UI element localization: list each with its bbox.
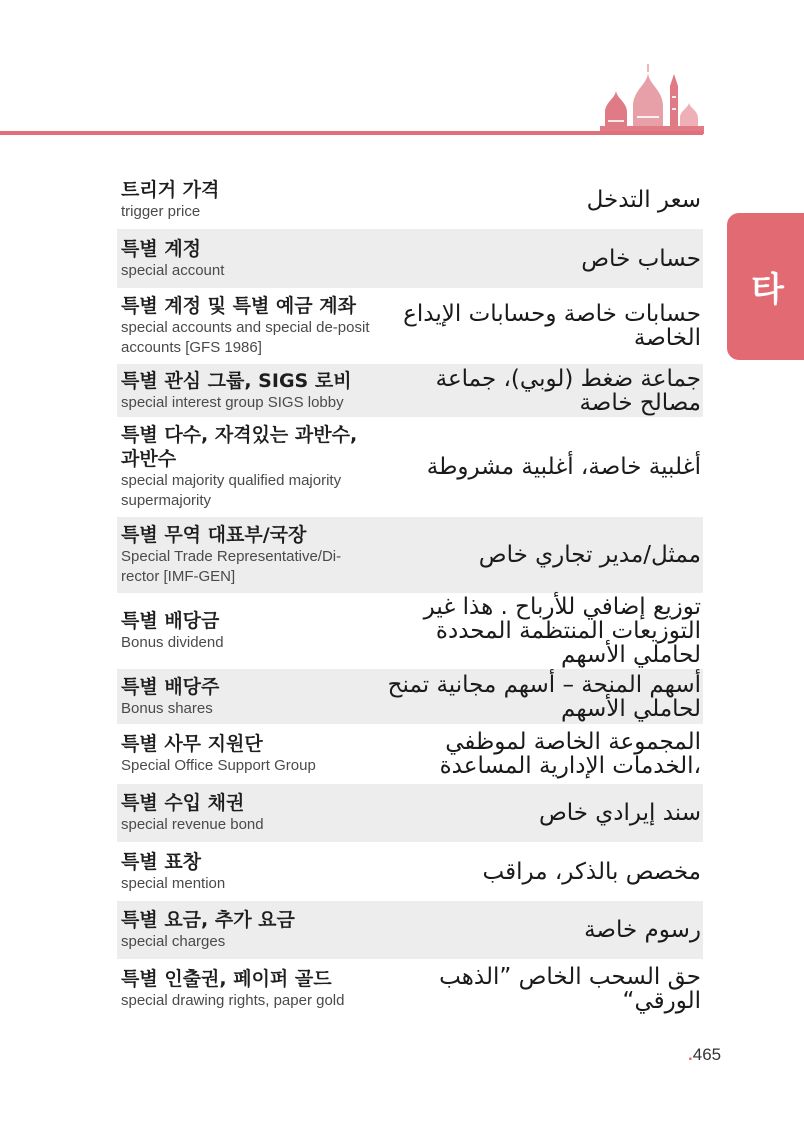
- arabic-term: أسهم المنحة – أسهم مجانية تمنح لحاملي الأسهم: [387, 671, 701, 722]
- glossary-entry: [117, 517, 703, 593]
- glossary-entry: [117, 288, 703, 364]
- english-term: special accounts and special de-posit accounts [GFS 1986]: [121, 319, 370, 356]
- glossary-entry: [117, 959, 703, 1019]
- arabic-term: حساب خاص: [581, 245, 701, 272]
- korean-term: 특별 요금, 추가 요금: [121, 909, 295, 931]
- glossary-entry: [117, 229, 703, 288]
- korean-term: 특별 배당금: [121, 610, 220, 632]
- korean-term: 특별 표창: [121, 850, 202, 873]
- english-term: special account: [121, 261, 225, 279]
- arabic-term: توزيع إضافي للأرباح . هذا غير التوزيعات المنتظمة المحددة لحاملي الأسهم: [423, 594, 701, 668]
- glossary-entry: [117, 364, 703, 417]
- arabic-term: سعر التدخل: [586, 186, 701, 213]
- glossary-entry: [117, 901, 703, 959]
- glossary-entry: [117, 669, 703, 724]
- arabic-term: مخصص بالذكر، مراقب: [482, 858, 701, 885]
- english-term: Special Office Support Group: [121, 757, 316, 774]
- english-term: special majority qualified majority supermajority: [121, 472, 342, 509]
- korean-term: 특별 인출권, 페이퍼 골드: [121, 968, 332, 990]
- arabic-term: حسابات خاصة وحسابات الإيداع الخاصة: [403, 301, 701, 351]
- glossary-entry: [117, 724, 703, 784]
- glossary-entry: [117, 593, 703, 669]
- arabic-term: سند إيرادي خاص: [538, 800, 701, 826]
- arabic-term: جماعة ضغط (لوبي)، جماعة مصالح خاصة: [435, 365, 701, 416]
- page-number-value: 465: [692, 1045, 722, 1064]
- glossary-list: [117, 170, 703, 1019]
- korean-term: 특별 다수, 자격있는 과반수, 과반수: [121, 424, 358, 470]
- korean-term: 특별 사무 지원단: [121, 733, 263, 755]
- english-term: Bonus shares: [121, 699, 213, 717]
- english-term: special charges: [121, 933, 226, 950]
- korean-term: 특별 관심 그룹, SIGS 로비: [121, 369, 352, 392]
- page-number-dot: .: [688, 1045, 693, 1064]
- english-term: special mention: [121, 874, 226, 892]
- page-number: [688, 1045, 721, 1065]
- header-rule: [0, 131, 703, 135]
- english-term: trigger price: [121, 202, 201, 220]
- arabic-term: ممثل/مدير تجاري خاص: [478, 542, 701, 568]
- korean-term: 특별 무역 대표부/국장: [121, 524, 307, 546]
- korean-term: 특별 수입 채권: [121, 792, 245, 814]
- korean-term: 특별 계정 및 특별 예금 계좌: [121, 295, 356, 317]
- arabic-term: أغلبية خاصة، أغلبية مشروطة: [426, 454, 701, 480]
- korean-term: 특별 배당주: [121, 675, 220, 698]
- korean-term: 트리거 가격: [121, 178, 220, 201]
- glossary-entry: [117, 784, 703, 842]
- glossary-entry: [117, 842, 703, 901]
- palace-illustration: [600, 60, 704, 134]
- glossary-entry: [117, 170, 703, 229]
- english-term: special drawing rights, paper gold: [121, 992, 345, 1009]
- glossary-entry: [117, 417, 703, 517]
- english-term: Special Trade Representative/Di-rector [IMF-GEN]: [121, 548, 342, 585]
- korean-term: 특별 계정: [121, 237, 202, 260]
- english-term: Bonus dividend: [121, 634, 224, 651]
- index-tab-label: 타: [751, 270, 784, 310]
- index-tab[interactable]: [727, 213, 804, 360]
- english-term: special interest group SIGS lobby: [121, 393, 344, 411]
- english-term: special revenue bond: [121, 816, 264, 833]
- arabic-term: المجموعة الخاصة لموظفي ،الخدمات الإدارية المساعدة: [439, 729, 701, 779]
- arabic-term: حق السحب الخاص ”الذهب الورقي“: [439, 964, 701, 1014]
- arabic-term: رسوم خاصة: [584, 917, 701, 943]
